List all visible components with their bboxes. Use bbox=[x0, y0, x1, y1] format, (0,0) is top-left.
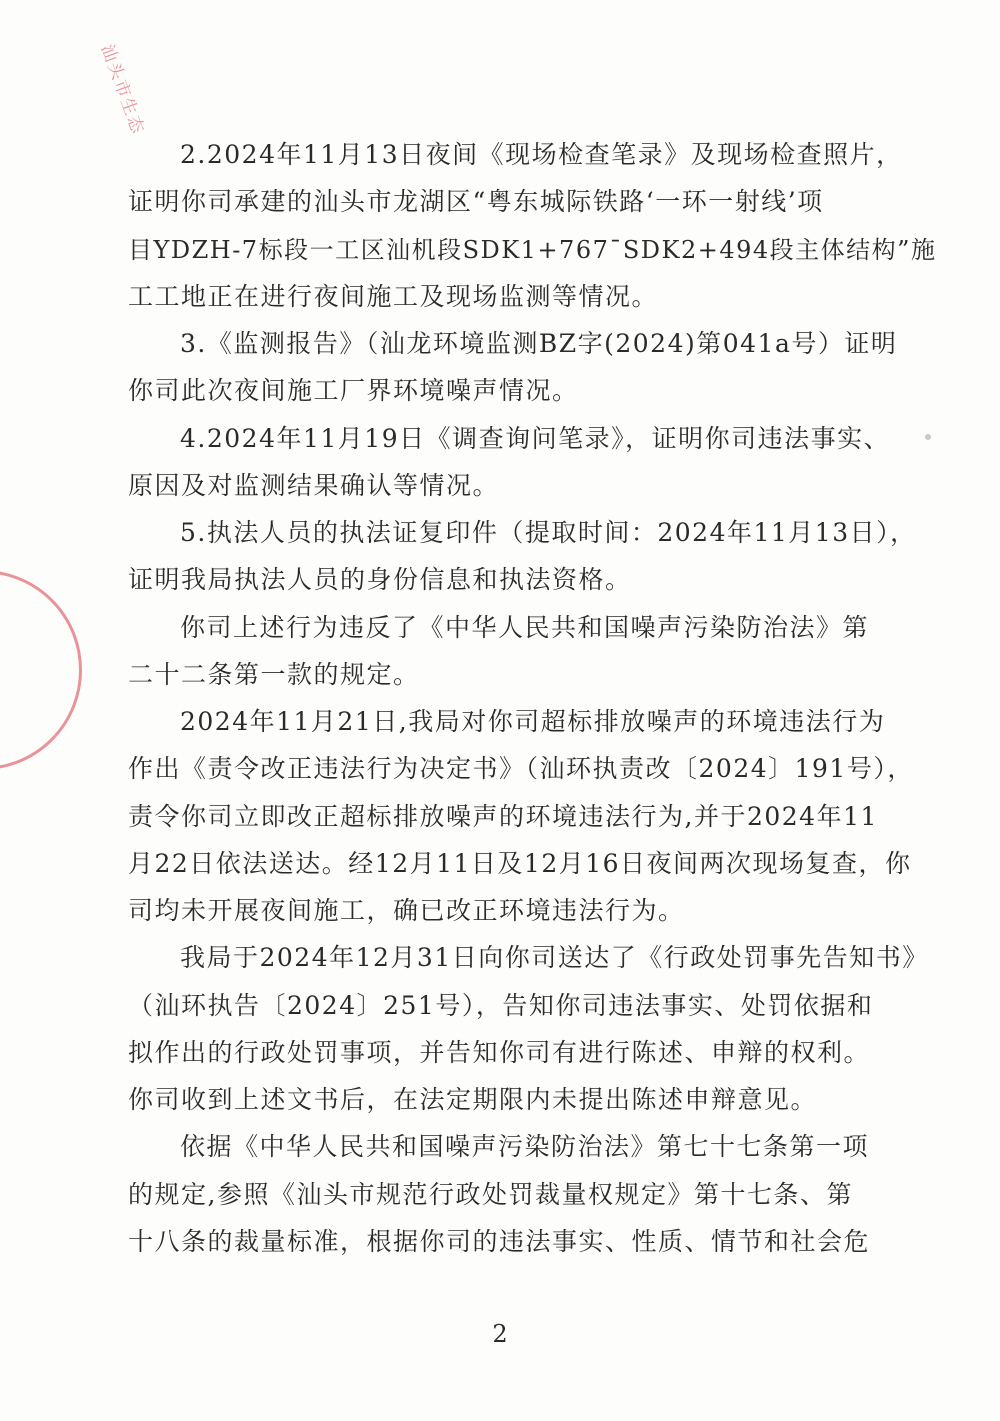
paragraph-line: 月22日依法送达。经12月11日及12月16日夜间两次现场复查，你 bbox=[128, 849, 912, 878]
paragraph-line: 3.《监测报告》（汕龙环境监测BZ字(2024)第041a号）证明 bbox=[180, 329, 898, 358]
paragraph-line: 责令你司立即改正超标排放噪声的环境违法行为,并于2024年11 bbox=[128, 802, 878, 831]
paragraph-line: 你司收到上述文书后，在法定期限内未提出陈述申辩意见。 bbox=[128, 1085, 818, 1114]
paragraph-line: 2.2024年11月13日夜间《现场检查笔录》及现场检查照片， bbox=[180, 140, 903, 169]
paragraph-line: 原因及对监测结果确认等情况。 bbox=[128, 471, 500, 500]
paragraph-line: 你司此次夜间施工厂界环境噪声情况。 bbox=[128, 376, 579, 405]
paragraph-line: 2024年11月21日,我局对你司超标排放噪声的环境违法行为 bbox=[180, 707, 886, 736]
paragraph-line: 的规定,参照《汕头市规范行政处罚裁量权规定》第十七条、第 bbox=[128, 1180, 853, 1209]
official-seal bbox=[0, 570, 82, 770]
paragraph-line: 目YDZH-7标段一工区汕机段SDK1+767¯SDK2+494段主体结构”施 bbox=[128, 236, 937, 264]
scan-dot-mark bbox=[925, 434, 931, 440]
paragraph-line: 二十二条第一款的规定。 bbox=[128, 660, 420, 689]
paragraph-line: 证明你司承建的汕头市龙湖区“粤东城际铁路‘一环一射线’项 bbox=[128, 187, 824, 216]
paragraph-line: （汕环执告〔2024〕251号），告知你司违法事实、处罚依据和 bbox=[128, 991, 874, 1020]
paragraph-line: 5.执法人员的执法证复印件（提取时间：2024年11月13日）， bbox=[180, 518, 917, 547]
paragraph-line: 依据《中华人民共和国噪声污染防治法》第七十七条第一项 bbox=[180, 1132, 870, 1161]
page-number: 2 bbox=[492, 1320, 508, 1348]
paragraph-line: 作出《责令改正违法行为决定书》（汕环执责改〔2024〕191号）， bbox=[128, 754, 914, 783]
paragraph-line: 证明我局执法人员的身份信息和执法资格。 bbox=[128, 565, 632, 594]
paragraph-line: 拟作出的行政处罚事项，并告知你司有进行陈述、申辩的权利。 bbox=[128, 1038, 871, 1067]
paragraph-line: 我局于2024年12月31日向你司送达了《行政处罚事先告知书》 bbox=[180, 943, 929, 972]
paragraph-line: 你司上述行为违反了《中华人民共和国噪声污染防治法》第 bbox=[180, 613, 870, 642]
paragraph-line: 司均未开展夜间施工，确已改正环境违法行为。 bbox=[128, 896, 685, 925]
official-seal-text: 汕头市生态 bbox=[96, 41, 148, 138]
paragraph-line: 4.2024年11月19日《调查询问笔录》，证明你司违法事实、 bbox=[180, 424, 891, 453]
paragraph-line: 工工地正在进行夜间施工及现场监测等情况。 bbox=[128, 282, 659, 311]
paragraph-line: 十八条的裁量标准，根据你司的违法事实、性质、情节和社会危 bbox=[128, 1227, 871, 1256]
